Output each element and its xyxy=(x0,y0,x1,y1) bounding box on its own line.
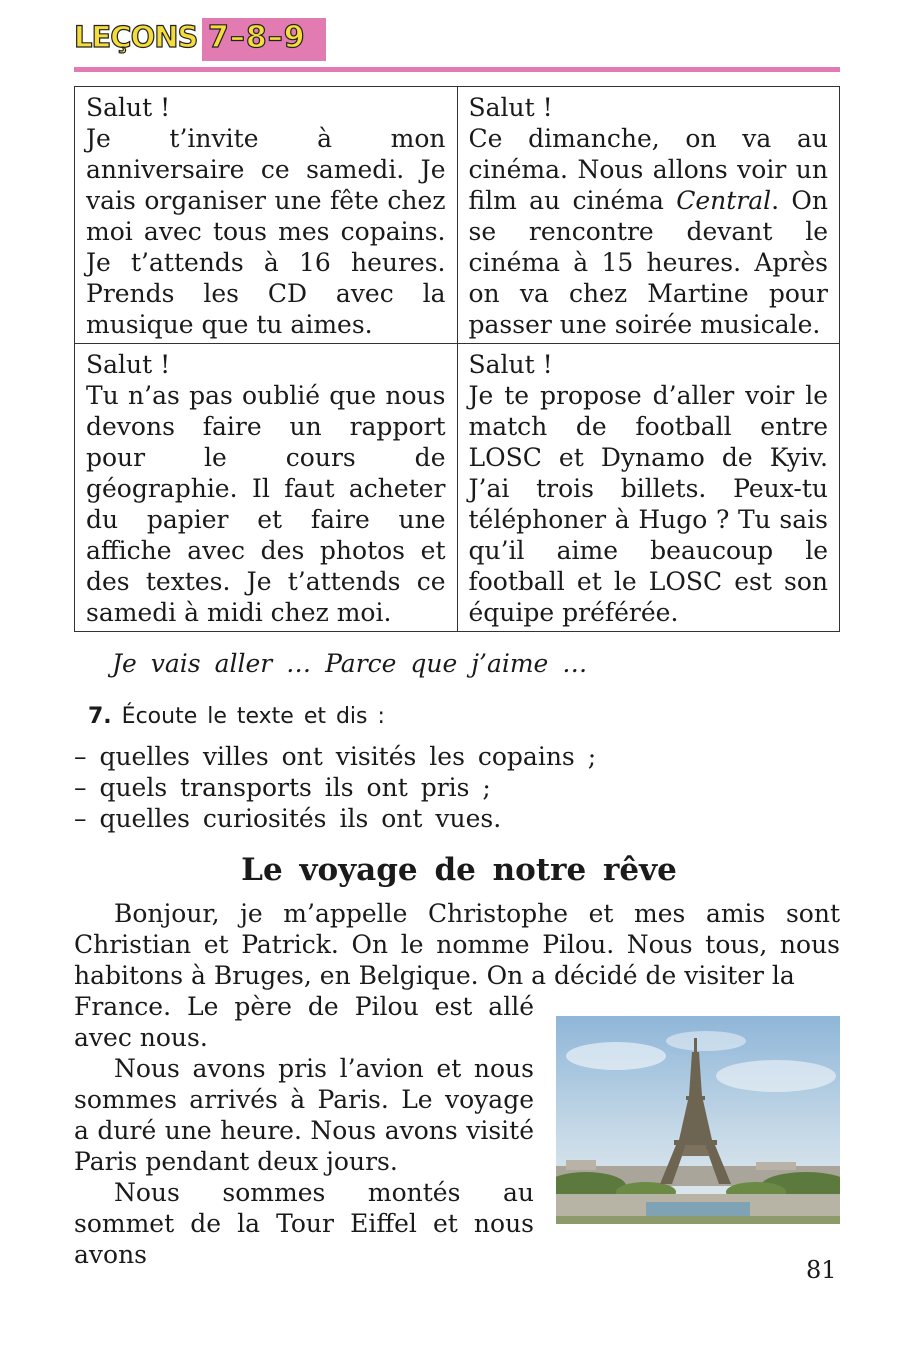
header-divider xyxy=(74,67,840,72)
card-greeting: Salut ! xyxy=(86,350,171,379)
exercise-instruction xyxy=(88,704,385,729)
card-body: Je t’invite à mon anniversaire ce samedi. Je vais organiser une fête chez moi avec tous mes copains. Je t’attends à 16 heures. Prends les CD avec la musique que tu aimes. xyxy=(86,124,446,339)
story-paragraph: Nous sommes montés au sommet de la Tour Eiffel et nous avons xyxy=(74,1178,534,1269)
story-title: Le voyage de notre rêve xyxy=(241,852,677,888)
question-item: – quelles villes ont visités les copains ; xyxy=(74,741,596,772)
story-paragraph: France. Le père de Pilou est allé avec nous. xyxy=(74,992,534,1052)
question-item: – quels transports ils ont pris ; xyxy=(74,772,596,803)
invitation-card xyxy=(457,87,840,344)
page-number: 81 xyxy=(806,1256,837,1284)
card-body: Tu n’as pas oublié que nous devons faire un rapport pour le cours de géographie. Il faut acheter du papier et faire une affiche avec des photos et des textes. Je t’attends ce samedi à midi chez moi. xyxy=(86,381,446,627)
lessons-label: LEÇONS xyxy=(74,20,198,54)
story-paragraph: Nous avons pris l’avion et nous sommes arrivés à Paris. Le voyage a duré une heure. Nous avons visité Paris pendant deux jours. xyxy=(74,1054,534,1176)
eiffel-tower-photo xyxy=(556,1016,840,1224)
invitation-cards-table xyxy=(74,86,840,632)
invitation-card xyxy=(457,344,840,632)
cinema-name: Central xyxy=(676,186,772,215)
invitation-card xyxy=(75,344,458,632)
card-greeting: Salut ! xyxy=(468,350,553,379)
card-body-part: . On se rencontre devant le cinéma à 15 heures. Après on va chez Martine pour passer une soirée musicale. xyxy=(468,186,828,339)
question-item: – quelles curiosités ils ont vues. xyxy=(74,803,596,834)
card-body xyxy=(469,123,829,340)
card-body-part: Ce dimanche, on va au cinéma. Nous allons voir un film au cinéma xyxy=(468,124,828,215)
question-list xyxy=(74,741,596,834)
card-greeting: Salut ! xyxy=(86,93,171,122)
lesson-number-badge xyxy=(202,18,326,61)
card-body: Je te propose d’aller voir le match de football entre LOSC et Dynamo de Kyiv. J’ai trois billets. Peux-tu téléphoner à Hugo ? Tu sais qu’il aime beaucoup le football et le LOSC est son équipe préférée. xyxy=(468,381,828,627)
invitation-card xyxy=(75,87,458,344)
answer-prompt: Je vais aller … Parce que j’aime … xyxy=(112,649,588,678)
exercise-text: Écoute le texte et dis : xyxy=(121,704,385,729)
lesson-numbers: 7–8–9 xyxy=(208,20,306,55)
story-paragraph: Bonjour, je m’appelle Christophe et mes amis sont Christian et Patrick. On le nomme Pilou. Nous tous, nous habitons à Bruges, en Belgique. On a décidé de visiter la xyxy=(74,899,840,990)
card-greeting: Salut ! xyxy=(468,93,553,122)
lesson-header xyxy=(74,14,844,62)
exercise-number: 7. xyxy=(88,704,112,729)
